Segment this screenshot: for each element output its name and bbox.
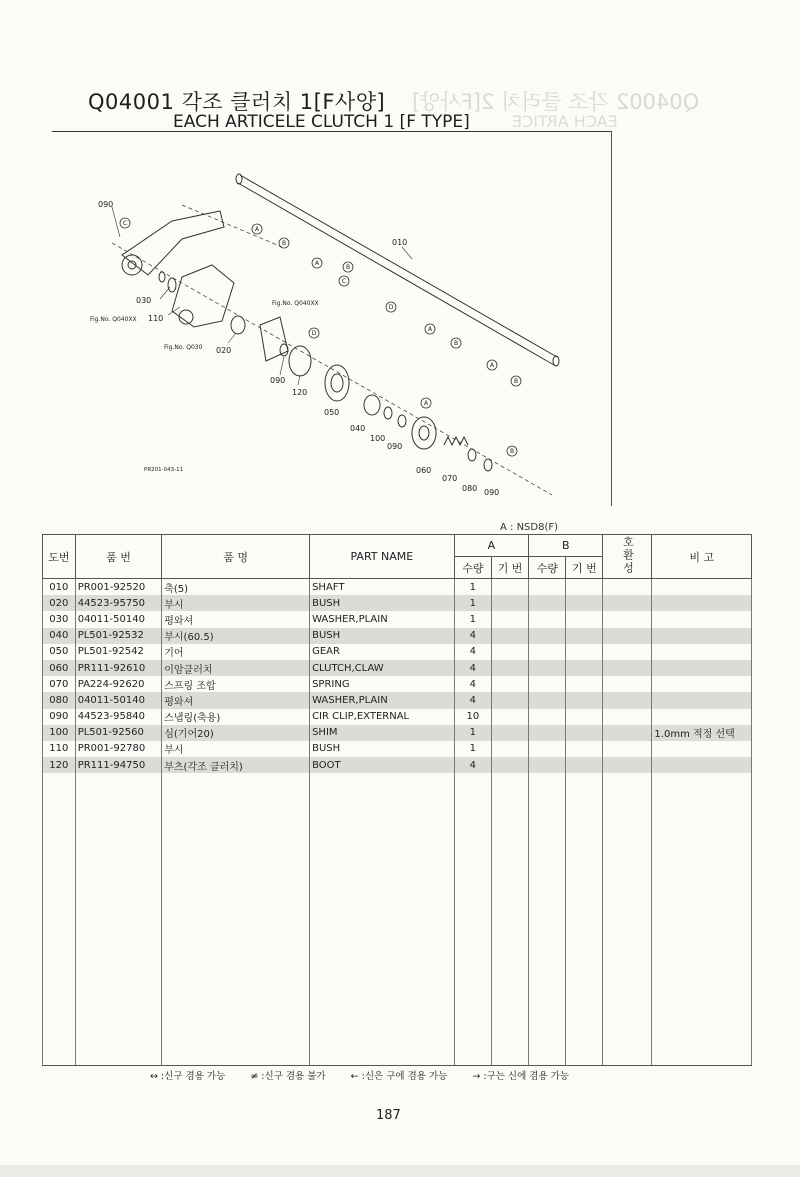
header-group-a: A <box>454 535 528 557</box>
callout-090-top: 090 <box>98 200 114 209</box>
cell-drawing-no: 120 <box>43 757 76 773</box>
table-row <box>43 692 752 708</box>
cell-part-name-en: BUSH <box>310 741 455 757</box>
cell-qty-a: 1 <box>454 611 491 627</box>
cell-compat <box>603 692 652 708</box>
washer-080 <box>468 449 476 461</box>
cell-model-b <box>566 644 603 660</box>
cell-remark <box>652 611 752 627</box>
marker-b: B <box>509 448 515 455</box>
cell-qty-b <box>529 628 566 644</box>
bush-housing <box>260 317 288 361</box>
cell-remark <box>652 741 752 757</box>
marker-b: B <box>281 240 287 247</box>
cell-part-name-kr: 스냅링(축용) <box>162 709 310 725</box>
table-row <box>43 579 752 596</box>
cell-compat <box>603 757 652 773</box>
marker-a: A <box>489 362 495 369</box>
cell-qty-a: 4 <box>454 692 491 708</box>
marker-b: B <box>453 340 459 347</box>
cell-qty-a: 10 <box>454 709 491 725</box>
cell-qty-b <box>529 611 566 627</box>
cell-remark <box>652 676 752 692</box>
cell-remark <box>652 709 752 725</box>
callout-030: 030 <box>136 296 152 305</box>
table-row <box>43 741 752 757</box>
cell-model-a <box>492 692 529 708</box>
cell-model-a <box>492 757 529 773</box>
header-compat <box>603 535 652 579</box>
legend-new-to-old: ← :신은 구에 겸용 가능 <box>350 1071 448 1082</box>
page-title-english: EACH ARTICELE CLUTCH 1 [F TYPE] <box>173 112 470 132</box>
cell-remark <box>652 660 752 676</box>
cell-drawing-no: 050 <box>43 644 76 660</box>
compat-legend <box>150 1068 591 1082</box>
callout-080: 080 <box>462 484 478 493</box>
table-row <box>43 644 752 660</box>
cell-part-no: 04011-50140 <box>75 692 162 708</box>
cell-part-name-kr: 심(기어20) <box>162 725 310 741</box>
parts-table <box>42 534 752 1066</box>
diagram-right-rule <box>611 131 612 506</box>
callout-010: 010 <box>392 238 408 247</box>
cell-drawing-no: 080 <box>43 692 76 708</box>
cell-drawing-no: 040 <box>43 628 76 644</box>
cell-part-name-en: BOOT <box>310 757 455 773</box>
cell-qty-b <box>529 579 566 596</box>
cell-drawing-no: 060 <box>43 660 76 676</box>
series-note: A : NSD8(F) <box>500 522 559 533</box>
spring-070 <box>444 437 468 445</box>
page-title-code: Q04001 각조 클러치 1[F사양] <box>88 90 386 114</box>
cell-part-no: PL501-92560 <box>75 725 162 741</box>
shaft-end-right <box>553 356 559 366</box>
cell-part-name-en: WASHER,PLAIN <box>310 692 455 708</box>
cell-qty-b <box>529 741 566 757</box>
cell-drawing-no: 030 <box>43 611 76 627</box>
legend-bidirectional: ↔ :신구 겸용 가능 <box>150 1071 226 1082</box>
lever-hub <box>122 255 142 275</box>
exploded-parts-diagram <box>52 135 608 510</box>
shaft-outline-bottom <box>238 183 554 365</box>
cell-remark <box>652 692 752 708</box>
table-row <box>43 595 752 611</box>
callout-020: 020 <box>216 346 232 355</box>
empty-cell <box>603 773 652 1066</box>
cell-part-name-kr: 평와셔 <box>162 692 310 708</box>
cell-part-name-en: SHIM <box>310 725 455 741</box>
cell-part-name-en: SPRING <box>310 676 455 692</box>
cell-part-name-en: BUSH <box>310 628 455 644</box>
cell-compat <box>603 628 652 644</box>
cell-qty-b <box>529 595 566 611</box>
cell-model-b <box>566 579 603 596</box>
cell-compat <box>603 709 652 725</box>
cell-part-no: PR001-92520 <box>75 579 162 596</box>
cell-qty-b <box>529 692 566 708</box>
cell-part-name-en: CLUTCH,CLAW <box>310 660 455 676</box>
cell-compat <box>603 595 652 611</box>
cell-part-no: 44523-95750 <box>75 595 162 611</box>
cell-drawing-no: 010 <box>43 579 76 596</box>
callout-110: 110 <box>148 314 164 323</box>
empty-cell <box>529 773 566 1066</box>
bush-040 <box>364 395 380 415</box>
cell-remark <box>652 628 752 644</box>
header-compat-label: 호환성 <box>621 535 635 575</box>
callout-090-end: 090 <box>484 488 500 497</box>
empty-cell <box>652 773 752 1066</box>
cell-model-b <box>566 757 603 773</box>
table-row <box>43 628 752 644</box>
cell-model-a <box>492 628 529 644</box>
empty-cell <box>43 773 76 1066</box>
cell-qty-b <box>529 676 566 692</box>
table-row <box>43 725 752 741</box>
marker-b: B <box>345 264 351 271</box>
cell-remark <box>652 595 752 611</box>
empty-cell <box>310 773 455 1066</box>
table-row <box>43 611 752 627</box>
cell-part-no: PL501-92532 <box>75 628 162 644</box>
cell-part-name-kr: 평와셔 <box>162 611 310 627</box>
marker-a: A <box>427 326 433 333</box>
boot-120 <box>289 346 311 376</box>
table-row <box>43 676 752 692</box>
empty-cell <box>566 773 603 1066</box>
empty-cell <box>454 773 491 1066</box>
bleed-through-title: Q04002 각조 클러치 2[F사양] <box>412 90 700 114</box>
cell-part-no: PR111-94750 <box>75 757 162 773</box>
title-rule <box>52 131 612 132</box>
empty-cell <box>492 773 529 1066</box>
cell-model-b <box>566 725 603 741</box>
bush-020 <box>231 316 245 334</box>
cell-compat <box>603 579 652 596</box>
empty-cell <box>162 773 310 1066</box>
callout-070: 070 <box>442 474 458 483</box>
header-model-a: 기 번 <box>492 557 529 579</box>
cell-part-no: 44523-95840 <box>75 709 162 725</box>
cell-compat <box>603 660 652 676</box>
assembly-axis <box>112 243 552 495</box>
cell-qty-a: 1 <box>454 725 491 741</box>
legend-old-to-new: → :구는 신에 겸용 가능 <box>472 1071 569 1082</box>
header-part-name-en: PART NAME <box>310 535 455 579</box>
cell-part-name-en: GEAR <box>310 644 455 660</box>
callout-120: 120 <box>292 388 308 397</box>
marker-a: A <box>314 260 320 267</box>
cell-part-name-kr: 부시 <box>162 741 310 757</box>
cell-model-b <box>566 628 603 644</box>
cell-drawing-no: 110 <box>43 741 76 757</box>
marker-d: D <box>388 304 394 311</box>
cell-qty-a: 4 <box>454 644 491 660</box>
header-remarks: 비 고 <box>652 535 752 579</box>
cell-part-name-en: WASHER,PLAIN <box>310 611 455 627</box>
cell-model-b <box>566 741 603 757</box>
cell-part-name-kr: 부시 <box>162 595 310 611</box>
scan-edge <box>0 1165 800 1177</box>
cell-qty-a: 1 <box>454 595 491 611</box>
cell-drawing-no: 100 <box>43 725 76 741</box>
header-group-b: B <box>529 535 603 557</box>
cell-drawing-no: 090 <box>43 709 76 725</box>
cell-qty-a: 1 <box>454 741 491 757</box>
header-model-b: 기 번 <box>566 557 603 579</box>
parts-table-body <box>43 579 752 1066</box>
cell-drawing-no: 070 <box>43 676 76 692</box>
cell-qty-a: 4 <box>454 660 491 676</box>
cell-part-name-kr: 이암클러치 <box>162 660 310 676</box>
cell-drawing-no: 020 <box>43 595 76 611</box>
callout-090-mid: 090 <box>270 376 286 385</box>
cell-remark <box>652 579 752 596</box>
cell-part-no: PR001-92780 <box>75 741 162 757</box>
header-drawing-no: 도번 <box>43 535 76 579</box>
cell-remark <box>652 644 752 660</box>
cell-part-name-kr: 부시(60.5) <box>162 628 310 644</box>
drawing-code: PR201-043-11 <box>144 467 184 473</box>
empty-cell <box>75 773 162 1066</box>
cell-model-a <box>492 595 529 611</box>
cell-qty-a: 4 <box>454 676 491 692</box>
cell-qty-b <box>529 644 566 660</box>
fig-ref-housing: Fig.No. Q040XX <box>272 300 319 307</box>
cell-qty-a: 4 <box>454 757 491 773</box>
cell-model-a <box>492 741 529 757</box>
callout-060: 060 <box>416 466 432 475</box>
cell-part-no: 04011-50140 <box>75 611 162 627</box>
cell-model-a <box>492 579 529 596</box>
cell-model-b <box>566 709 603 725</box>
cell-qty-b <box>529 725 566 741</box>
cell-model-a <box>492 709 529 725</box>
cell-part-name-kr: 부츠(각조 클러치) <box>162 757 310 773</box>
shaft-end-left <box>236 174 242 184</box>
bracket-110 <box>172 265 234 327</box>
table-row <box>43 709 752 725</box>
cell-part-name-kr: 축(5) <box>162 579 310 596</box>
marker-b: B <box>513 378 519 385</box>
table-empty-area <box>43 773 752 1066</box>
cell-remark <box>652 757 752 773</box>
cell-part-name-kr: 기어 <box>162 644 310 660</box>
header-part-name-kr: 품 명 <box>162 535 310 579</box>
cell-qty-a: 4 <box>454 628 491 644</box>
cell-part-name-en: BUSH <box>310 595 455 611</box>
cell-qty-b <box>529 660 566 676</box>
legend-not-compatible: ≠ :신구 겸용 불가 <box>250 1071 326 1082</box>
callout-050: 050 <box>324 408 340 417</box>
table-row <box>43 660 752 676</box>
cell-model-a <box>492 644 529 660</box>
cell-part-no: PA224-92620 <box>75 676 162 692</box>
cell-model-a <box>492 660 529 676</box>
cell-part-name-en: CIR CLIP,EXTERNAL <box>310 709 455 725</box>
cell-compat <box>603 741 652 757</box>
shaft-outline-top <box>240 175 557 357</box>
callout-100: 100 <box>370 434 386 443</box>
cell-model-b <box>566 611 603 627</box>
marker-a: A <box>423 400 429 407</box>
marker-a: A <box>254 226 260 233</box>
marker-c: C <box>122 220 128 227</box>
header-part-no: 품 번 <box>75 535 162 579</box>
page-number: 187 <box>376 1108 401 1123</box>
cell-qty-b <box>529 757 566 773</box>
cell-model-b <box>566 692 603 708</box>
cell-qty-b <box>529 709 566 725</box>
cell-qty-a: 1 <box>454 579 491 596</box>
cell-model-b <box>566 595 603 611</box>
circlip-090 <box>484 459 492 471</box>
cell-model-a <box>492 611 529 627</box>
table-row <box>43 757 752 773</box>
washer-030 <box>168 278 176 292</box>
cell-part-no: PR111-92610 <box>75 660 162 676</box>
diagram-svg <box>52 135 608 510</box>
cell-compat <box>603 676 652 692</box>
cell-part-name-kr: 스프링 조합 <box>162 676 310 692</box>
cell-remark: 1.0mm 적정 선택 <box>652 725 752 741</box>
fig-ref-bracket: Fig.No. Q030 <box>164 344 203 351</box>
cell-model-b <box>566 660 603 676</box>
callout-090-low: 090 <box>387 442 403 451</box>
fig-ref-left: Fig.No. Q040XX <box>90 316 137 323</box>
cell-model-b <box>566 676 603 692</box>
cell-model-a <box>492 676 529 692</box>
cell-model-a <box>492 725 529 741</box>
cell-part-no: PL501-92542 <box>75 644 162 660</box>
marker-d: D <box>311 330 317 337</box>
marker-c: C <box>341 278 347 285</box>
gear-050 <box>325 365 349 401</box>
cell-compat <box>603 725 652 741</box>
header-qty-b: 수량 <box>529 557 566 579</box>
cell-compat <box>603 644 652 660</box>
callout-040: 040 <box>350 424 366 433</box>
cell-compat <box>603 611 652 627</box>
bleed-through-subtitle: EACH ARTICE <box>512 112 618 131</box>
header-qty-a: 수량 <box>454 557 491 579</box>
fork-lever <box>122 211 224 275</box>
cell-part-name-en: SHAFT <box>310 579 455 596</box>
